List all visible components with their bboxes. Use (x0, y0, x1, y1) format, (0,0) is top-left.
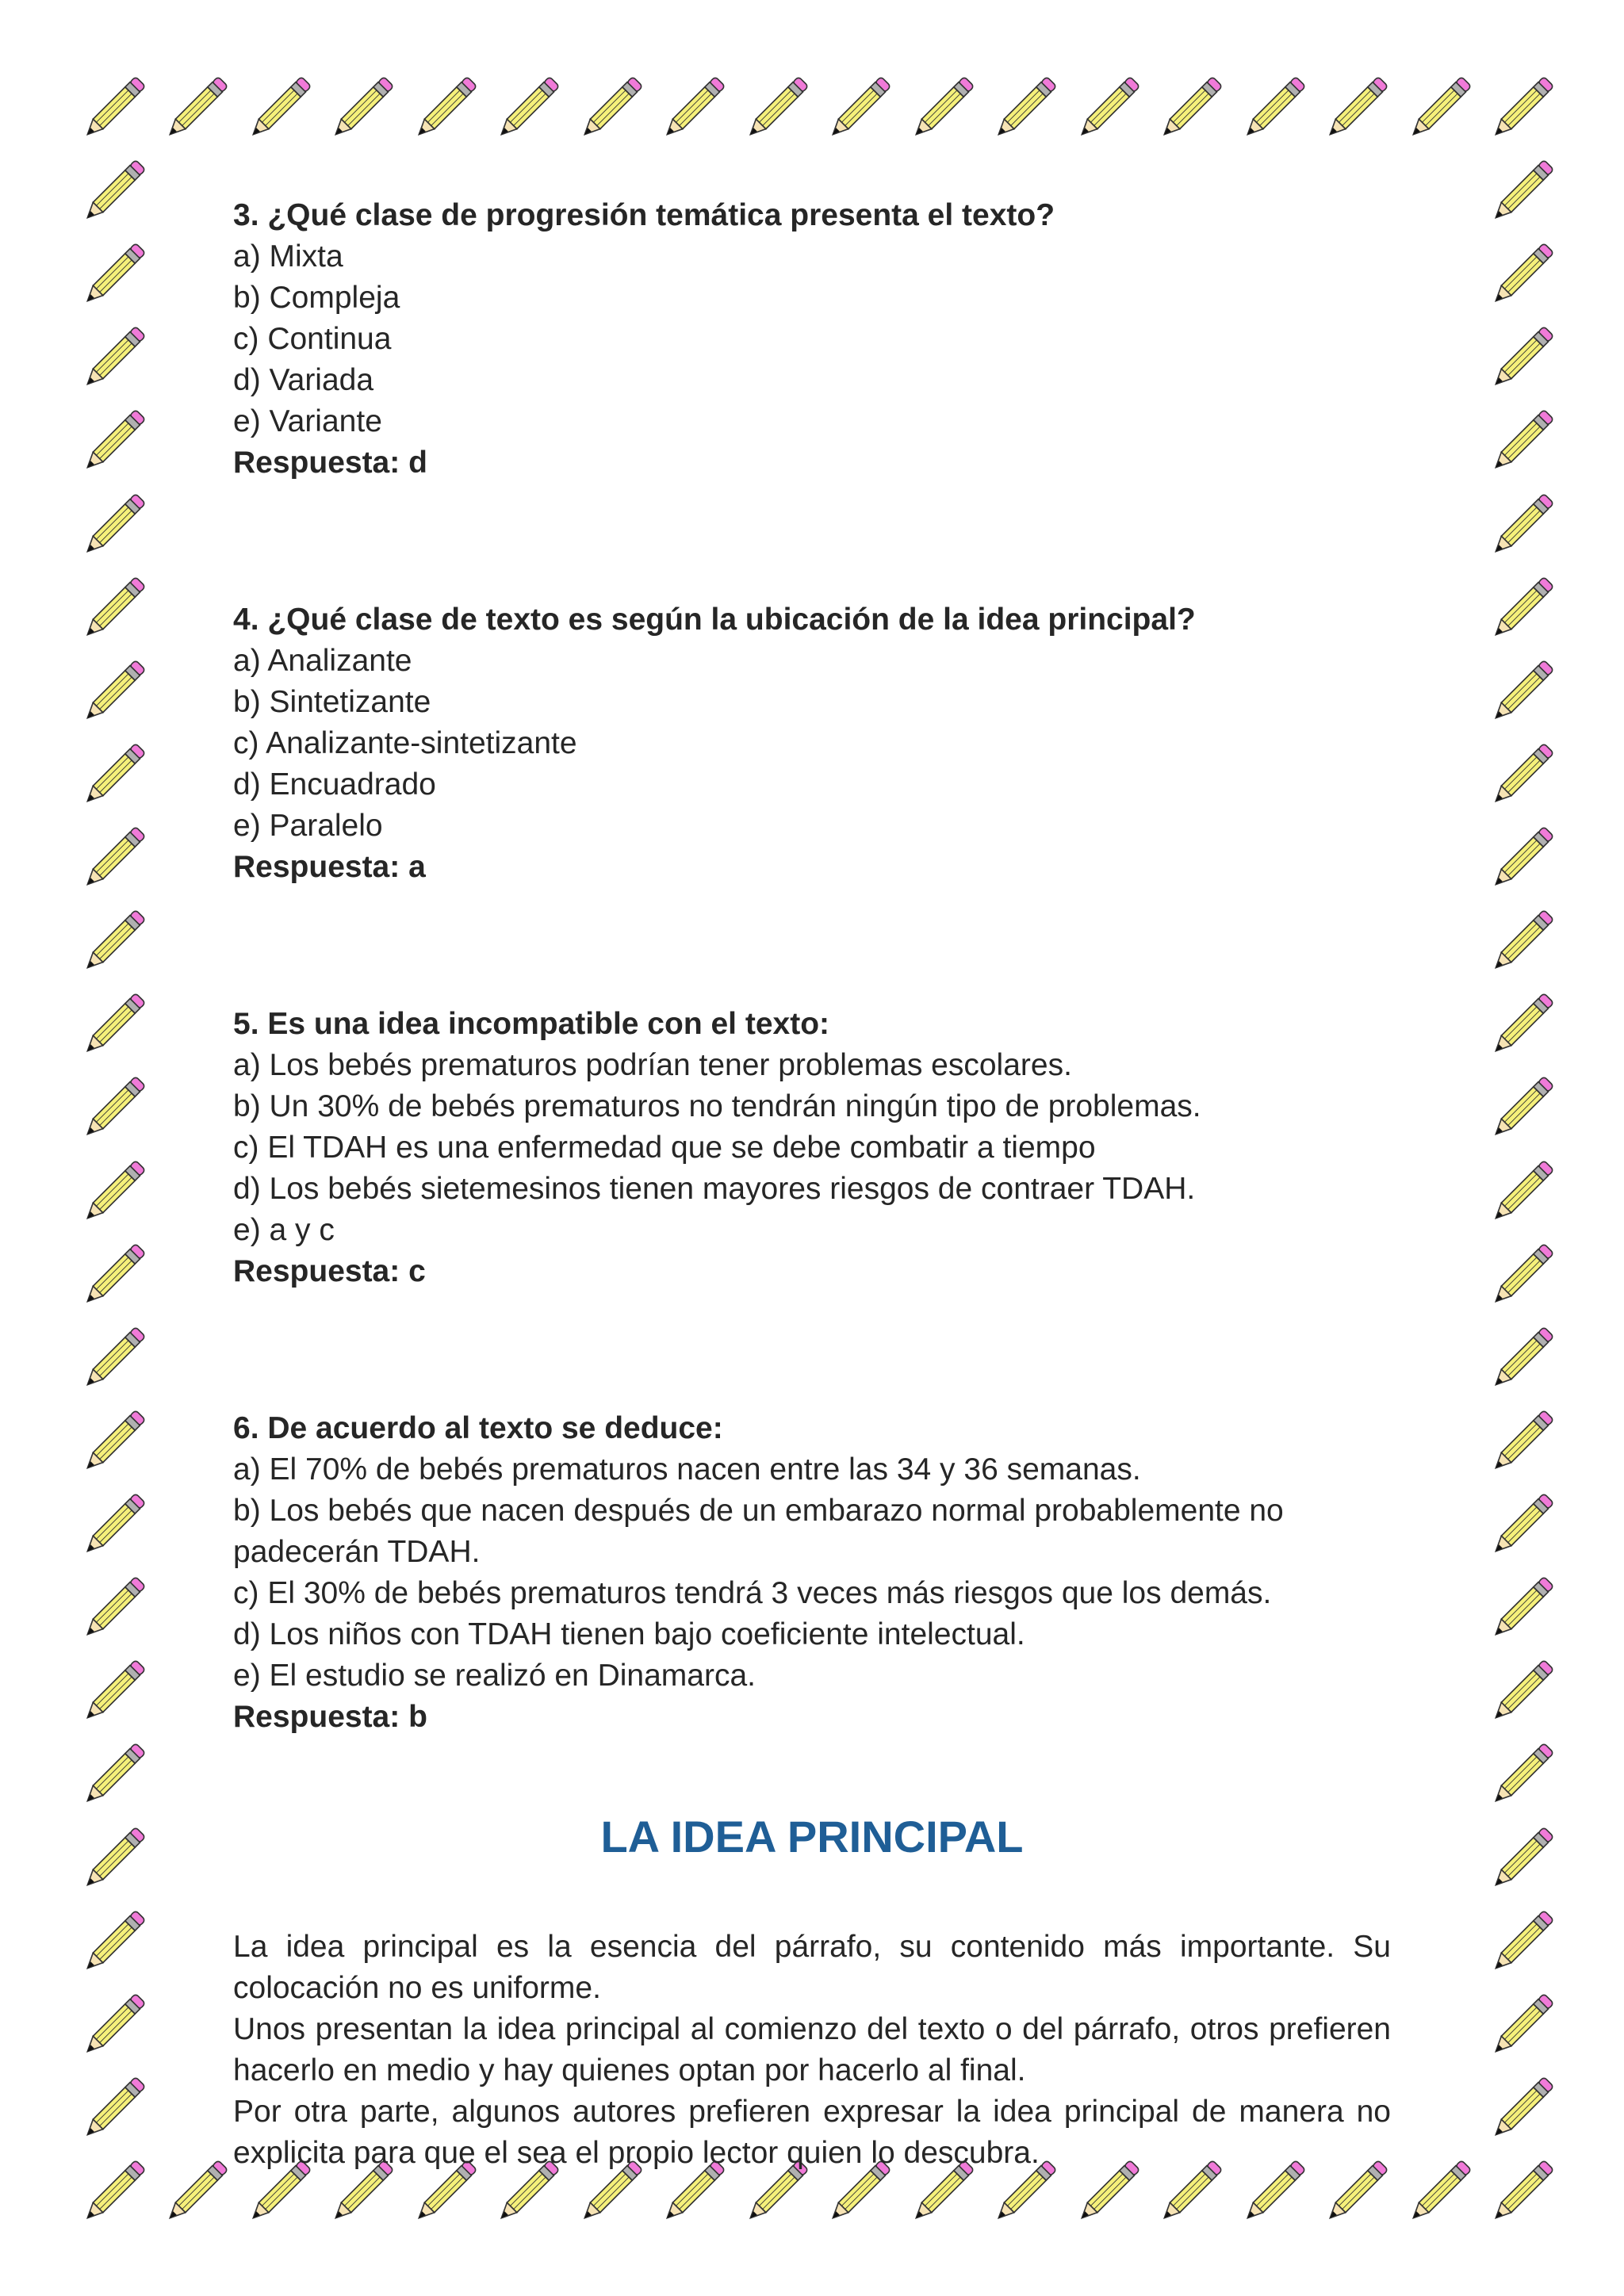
question-3 (233, 195, 1391, 484)
option-a: a) El 70% de bebés prematuros nacen entre las 34 y 36 semanas. (233, 1452, 1141, 1487)
option-c: c) Continua (233, 322, 392, 356)
answer: Respuesta: b (233, 1700, 427, 1734)
pencil-icon (70, 148, 157, 235)
pencil-icon (152, 2149, 239, 2236)
option-d: d) Variada (233, 363, 374, 397)
pencil-icon (1478, 1482, 1565, 1569)
option-a: a) Analizante (233, 644, 412, 678)
pencil-icon (1478, 398, 1565, 485)
pencil-icon (1478, 1899, 1565, 1986)
option-e: e) Variante (233, 404, 382, 438)
pencil-icon (1147, 65, 1234, 152)
paragraph: La idea principal es la esencia del párrafo, su contenido más importante. Su colocación no es uniforme. (233, 1930, 1391, 2005)
question-5 (233, 1004, 1391, 1292)
option-b: b) Un 30% de bebés prematuros no tendrán ningún tipo de problemas. (233, 1089, 1201, 1123)
paragraph: Unos presentan la idea principal al comienzo del texto o del párrafo, otros prefieren hacerlo en medio y hay quienes optan por hacerlo al final. (233, 2012, 1391, 2087)
pencil-icon (1064, 65, 1151, 152)
pencil-icon (70, 1399, 157, 1486)
pencil-icon (1396, 2149, 1483, 2236)
pencil-icon (1478, 1149, 1565, 1236)
pencil-icon (70, 1149, 157, 1236)
pencil-icon (484, 65, 571, 152)
pencil-icon (70, 815, 157, 902)
option-e: e) Paralelo (233, 809, 383, 843)
pencil-icon (1478, 1732, 1565, 1819)
paragraph: Por otra parte, algunos autores prefieren expresar la idea principal de manera no explicita para que el sea el propio lector quien lo descubra. (233, 2095, 1391, 2170)
option-d: d) Encuadrado (233, 767, 436, 802)
question-title: 3. ¿Qué clase de progresión temática presenta el texto? (233, 198, 1055, 232)
pencil-icon (1478, 732, 1565, 819)
pencil-icon (70, 1482, 157, 1569)
pencil-icon (1478, 1399, 1565, 1486)
pencil-icon (70, 2149, 157, 2236)
pencil-icon (70, 398, 157, 485)
option-e: e) a y c (233, 1213, 335, 1247)
pencil-icon (70, 1982, 157, 2069)
option-e: e) El estudio se realizó en Dinamarca. (233, 1659, 756, 1693)
pencil-icon (70, 1565, 157, 1652)
option-c: c) El TDAH es una enfermedad que se debe combatir a tiempo (233, 1131, 1096, 1165)
section-title: LA IDEA PRINCIPAL (600, 1812, 1024, 1862)
pencil-icon (70, 232, 157, 319)
pencil-icon (236, 65, 323, 152)
pencil-icon (401, 65, 488, 152)
pencil-icon (1478, 232, 1565, 319)
pencil-icon (70, 732, 157, 819)
pencil-icon (1478, 1065, 1565, 1152)
pencil-icon (70, 482, 157, 569)
pencil-icon (1230, 65, 1317, 152)
pencil-icon (1478, 315, 1565, 402)
pencil-icon (1478, 982, 1565, 1069)
pencil-icon (1478, 148, 1565, 235)
pencil-icon (1396, 65, 1483, 152)
option-b: b) Sintetizante (233, 685, 431, 719)
pencil-icon (1478, 649, 1565, 736)
pencil-icon (70, 1232, 157, 1319)
pencil-icon (1478, 565, 1565, 652)
option-b: b) Compleja (233, 281, 400, 315)
pencil-icon (152, 65, 239, 152)
question-6 (233, 1408, 1391, 1738)
pencil-icon (318, 65, 405, 152)
pencil-icon (70, 1816, 157, 1903)
pencil-icon (1478, 1315, 1565, 1402)
question-title: 4. ¿Qué clase de texto es según la ubicación de la idea principal? (233, 603, 1196, 637)
pencil-icon (1478, 65, 1565, 152)
pencil-icon (70, 315, 157, 402)
pencil-icon (1312, 65, 1400, 152)
answer: Respuesta: c (233, 1254, 426, 1288)
pencil-icon (649, 65, 737, 152)
pencil-icon (1478, 1565, 1565, 1652)
pencil-icon (70, 649, 157, 736)
pencil-icon (1478, 1648, 1565, 1735)
pencil-icon (70, 898, 157, 985)
page-content (233, 195, 1391, 2174)
pencil-icon (1478, 2065, 1565, 2152)
option-b: b) Los bebés que nacen después de un embarazo normal probablemente no padecerán TDAH. (233, 1494, 1284, 1569)
pencil-icon (1478, 898, 1565, 985)
option-c: c) Analizante-sintetizante (233, 726, 577, 760)
pencil-icon (1478, 482, 1565, 569)
option-d: d) Los niños con TDAH tienen bajo coeficiente intelectual. (233, 1617, 1025, 1651)
pencil-icon (70, 65, 157, 152)
pencil-icon (70, 1648, 157, 1735)
pencil-icon (733, 65, 820, 152)
pencil-icon (70, 1899, 157, 1986)
pencil-icon (898, 65, 986, 152)
question-4 (233, 599, 1391, 888)
pencil-icon (567, 65, 654, 152)
question-title: 5. Es una idea incompatible con el texto: (233, 1007, 830, 1041)
option-d: d) Los bebés sietemesinos tienen mayores riesgos de contraer TDAH. (233, 1172, 1196, 1206)
option-a: a) Mixta (233, 239, 343, 274)
pencil-icon (70, 982, 157, 1069)
pencil-icon (70, 1315, 157, 1402)
pencil-icon (70, 1065, 157, 1152)
pencil-icon (1478, 815, 1565, 902)
pencil-icon (981, 65, 1068, 152)
option-a: a) Los bebés prematuros podrían tener problemas escolares. (233, 1048, 1072, 1082)
pencil-icon (1478, 1232, 1565, 1319)
question-title: 6. De acuerdo al texto se deduce: (233, 1411, 723, 1445)
pencil-icon (70, 2065, 157, 2152)
pencil-icon (815, 65, 902, 152)
pencil-icon (70, 565, 157, 652)
pencil-icon (70, 1732, 157, 1819)
pencil-icon (1478, 1982, 1565, 2069)
answer: Respuesta: a (233, 850, 426, 884)
option-c: c) El 30% de bebés prematuros tendrá 3 veces más riesgos que los demás. (233, 1576, 1272, 1610)
pencil-icon (1478, 1816, 1565, 1903)
answer: Respuesta: d (233, 446, 427, 480)
pencil-icon (1478, 2149, 1565, 2236)
